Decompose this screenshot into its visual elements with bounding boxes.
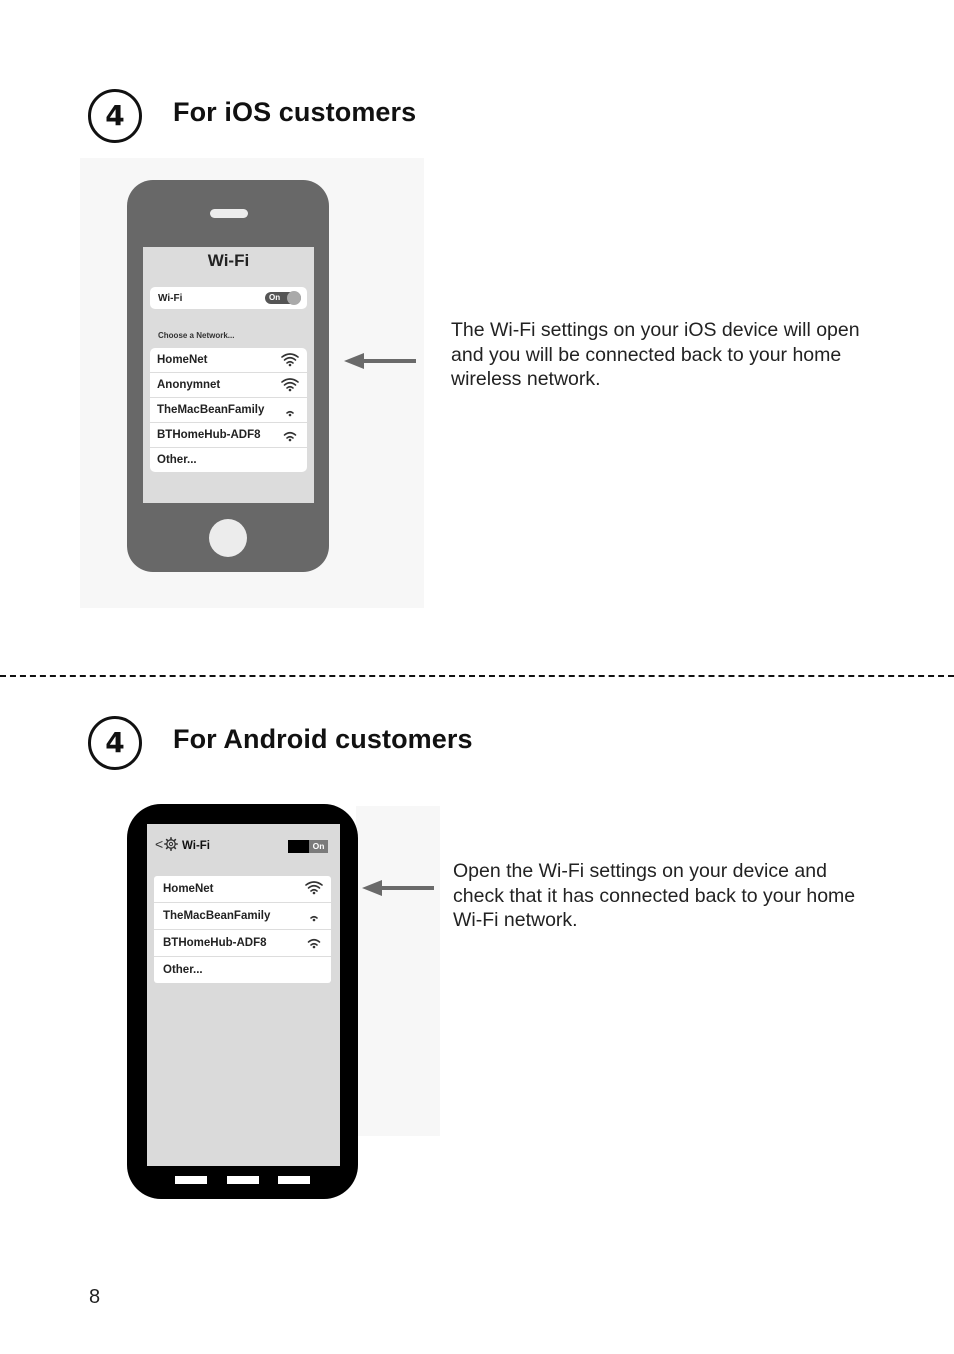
nav-button-recent <box>278 1176 310 1184</box>
wifi-signal-icon <box>280 352 300 367</box>
choose-network-label: Choose a Network... <box>158 331 235 340</box>
network-list-item <box>150 373 307 398</box>
network-list-item <box>150 423 307 448</box>
network-list-item <box>154 957 331 983</box>
android-phone-illustration <box>127 804 358 1199</box>
wifi-toggle <box>265 292 301 304</box>
phone-speaker <box>210 209 248 218</box>
wifi-signal-icon <box>280 402 300 417</box>
network-name: Other... <box>163 964 203 976</box>
wifi-signal-icon <box>280 427 300 442</box>
network-name: TheMacBeanFamily <box>157 404 265 416</box>
network-list-item <box>150 348 307 373</box>
network-list-item <box>154 930 331 957</box>
step-number: 4 <box>105 99 125 132</box>
wifi-signal-icon <box>304 907 324 922</box>
wifi-signal-icon <box>304 880 324 895</box>
network-list <box>150 348 307 472</box>
section-divider <box>0 675 954 677</box>
ios-instruction-text: The Wi-Fi settings on your iOS device will open and you will be connected back to your home wireless network. <box>451 319 860 390</box>
page-number: 8 <box>89 1286 101 1308</box>
wifi-signal-icon <box>280 377 300 392</box>
toggle-on-label: On <box>309 840 328 853</box>
android-instruction-text: Open the Wi-Fi settings on your device and check that it has connected back to your home Wi-Fi network. <box>453 860 856 931</box>
nav-button-back <box>175 1176 207 1184</box>
section-heading-ios: For iOS customers <box>173 97 417 127</box>
nav-button-home <box>227 1176 259 1184</box>
ios-phone-screen <box>143 247 314 503</box>
settings-top-bar <box>147 824 340 866</box>
network-name: BTHomeHub-ADF8 <box>163 937 267 949</box>
back-icon: < <box>155 836 164 852</box>
network-list-item <box>154 876 331 903</box>
step-number-badge <box>88 89 142 143</box>
network-list-item <box>150 448 307 472</box>
screen-title: Wi-Fi <box>182 840 210 852</box>
network-list <box>154 876 331 983</box>
network-list-item <box>154 903 331 930</box>
toggle-on-label: On <box>269 293 281 302</box>
wifi-toggle-row <box>150 287 307 309</box>
network-name: HomeNet <box>157 354 208 366</box>
android-phone-screen <box>147 824 340 1166</box>
wifi-toggle <box>288 840 328 853</box>
step-number: 4 <box>105 726 125 759</box>
network-name: Other... <box>157 454 197 466</box>
arrow-left-icon <box>342 349 418 373</box>
gear-icon <box>164 837 178 851</box>
arrow-left-icon <box>360 876 436 900</box>
network-name: Anonymnet <box>157 379 221 391</box>
wifi-label: Wi-Fi <box>158 293 183 304</box>
android-illustration-background <box>356 806 440 1136</box>
network-list-item <box>150 398 307 423</box>
screen-title: Wi-Fi <box>207 251 250 270</box>
ios-phone-illustration <box>127 180 329 572</box>
network-name: BTHomeHub-ADF8 <box>157 429 261 441</box>
wifi-signal-icon <box>304 934 324 949</box>
step-number-badge <box>88 716 142 770</box>
home-button-icon <box>209 519 247 557</box>
network-name: TheMacBeanFamily <box>163 910 271 922</box>
network-name: HomeNet <box>163 883 214 895</box>
section-heading-android: For Android customers <box>173 724 473 754</box>
toggle-knob <box>287 291 301 305</box>
